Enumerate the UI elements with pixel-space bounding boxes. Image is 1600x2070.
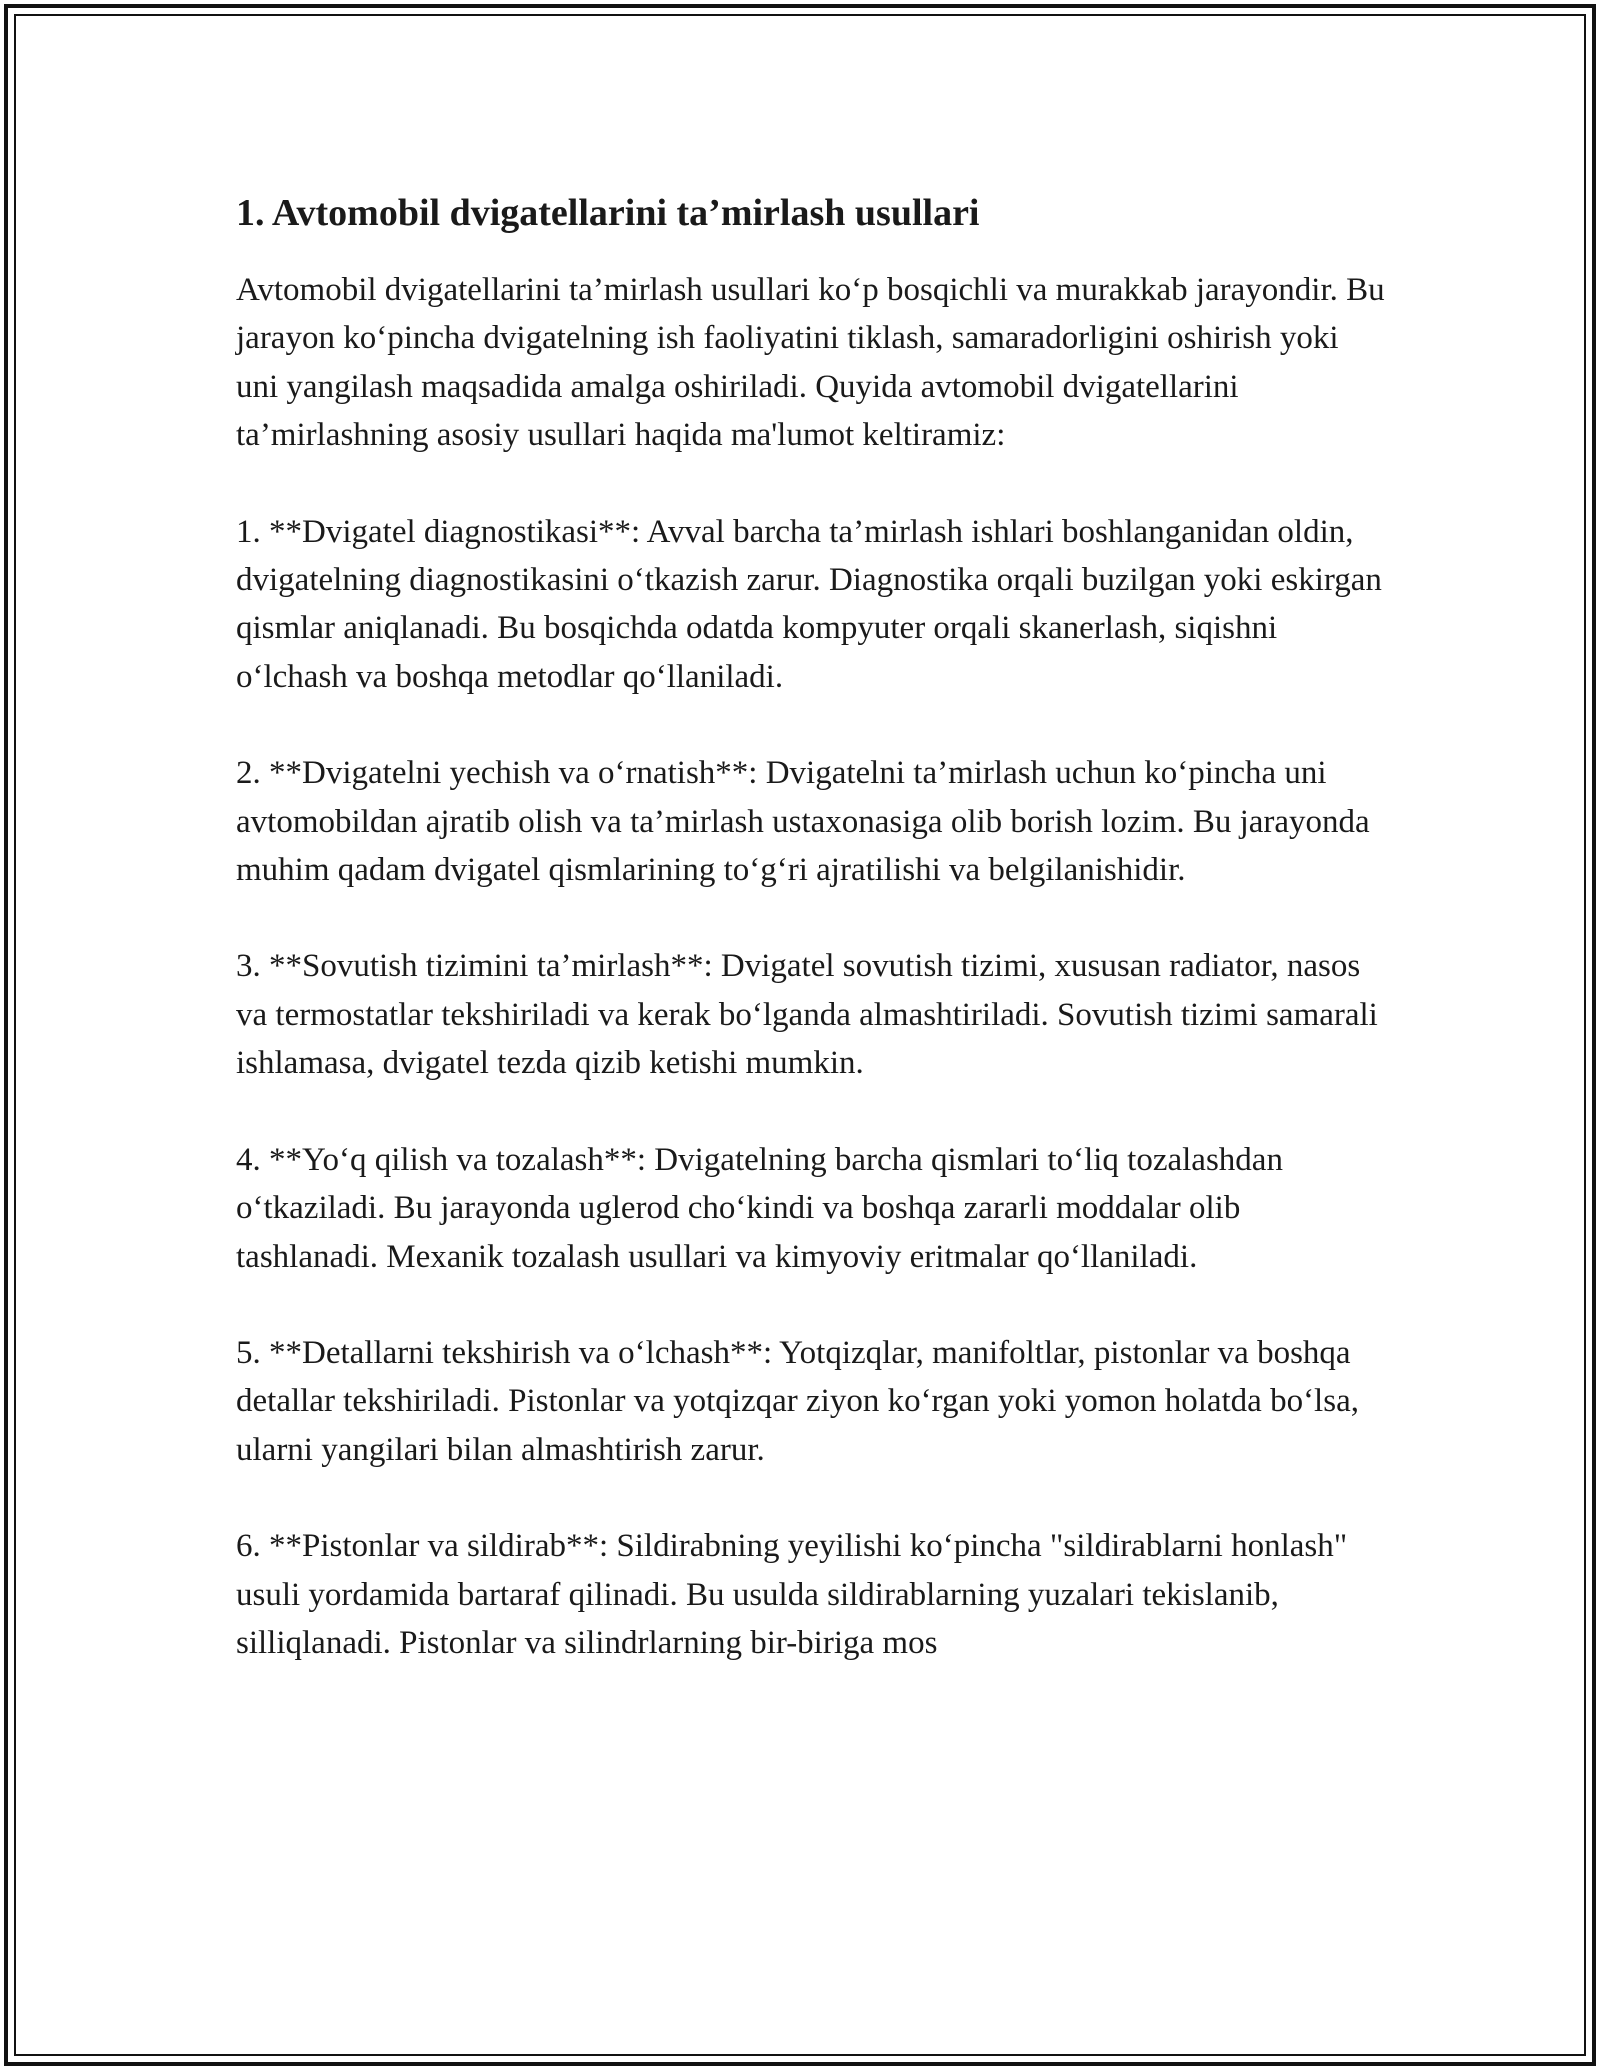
paragraph-inspection: 5. **Detallarni tekshirish va o‘lchash**: Yotqizqlar, manifoltlar, pistonlar va boshqa detallar tekshiriladi. Pistonlar va yotqizqar ziyon ko‘rgan yoki yomon holatda bo‘lsa, ularni yangilari bilan almashtirish zarur.	[236, 1334, 1359, 1468]
paragraph-cooling-system: 3. **Sovutish tizimini ta’mirlash**: Dvigatel sovutish tizimi, xususan radiator, nasos va termostatlar tekshiriladi va kerak bo‘lganda almashtiriladi. Sovutish tizimi samarali ishlamasa, dvigatel tezda qizib ketishi mumkin.	[236, 948, 1378, 1082]
paragraph-cleaning: 4. **Yo‘q qilish va tozalash**: Dvigatelning barcha qismlari to‘liq tozalashdan o‘tkaziladi. Bu jarayonda uglerod cho‘kindi va boshqa zararli moddalar olib tashlanadi. Mexanik tozalash usullari va kimyoviy eritmalar qo‘llaniladi.	[236, 1141, 1283, 1275]
document-body	[236, 188, 1386, 1715]
paragraph-removal-installation: 2. **Dvigatelni yechish va o‘rnatish**: Dvigatelni ta’mirlash uchun ko‘pincha uni avtomobildan ajratib olish va ta’mirlash ustaxonasiga olib borish lozim. Bu jarayonda muhim qadam dvigatel qismlarining to‘g‘ri ajratilishi va belgilanishidir.	[236, 755, 1370, 889]
intro-paragraph: Avtomobil dvigatellarini ta’mirlash usullari ko‘p bosqichli va murakkab jarayondir. Bu jarayon ko‘pincha dvigatelning ish faoliyatini tiklash, samaradorligini oshirish yoki uni yangilash maqsadida amalga oshiriladi. Quyida avtomobil dvigatellarini ta’mirlashning asosiy usullari haqida ma'lumot keltiramiz:	[236, 272, 1385, 454]
paragraph-diagnostics: 1. **Dvigatel diagnostikasi**: Avval barcha ta’mirlash ishlari boshlanganidan oldin, dvigatelning diagnostikasini o‘tkazish zarur. Diagnostika orqali buzilgan yoki eskirgan qismlar aniqlanadi. Bu bosqichda odatda kompyuter orqali skanerlash, siqishni o‘lchash va boshqa metodlar qo‘llaniladi.	[236, 513, 1382, 695]
paragraph-pistons: 6. **Pistonlar va sildirab**: Sildirabning yeyilishi ko‘pincha "sildirablarni honlash" usuli yordamida bartaraf qilinadi. Bu usulda sildirablarning yuzalari tekislanib, silliqlanadi. Pistonlar va silindrlarning bir-biriga mos	[236, 1528, 1348, 1661]
document-title: 1. Avtomobil dvigatellarini ta’mirlash usullari	[236, 192, 980, 234]
